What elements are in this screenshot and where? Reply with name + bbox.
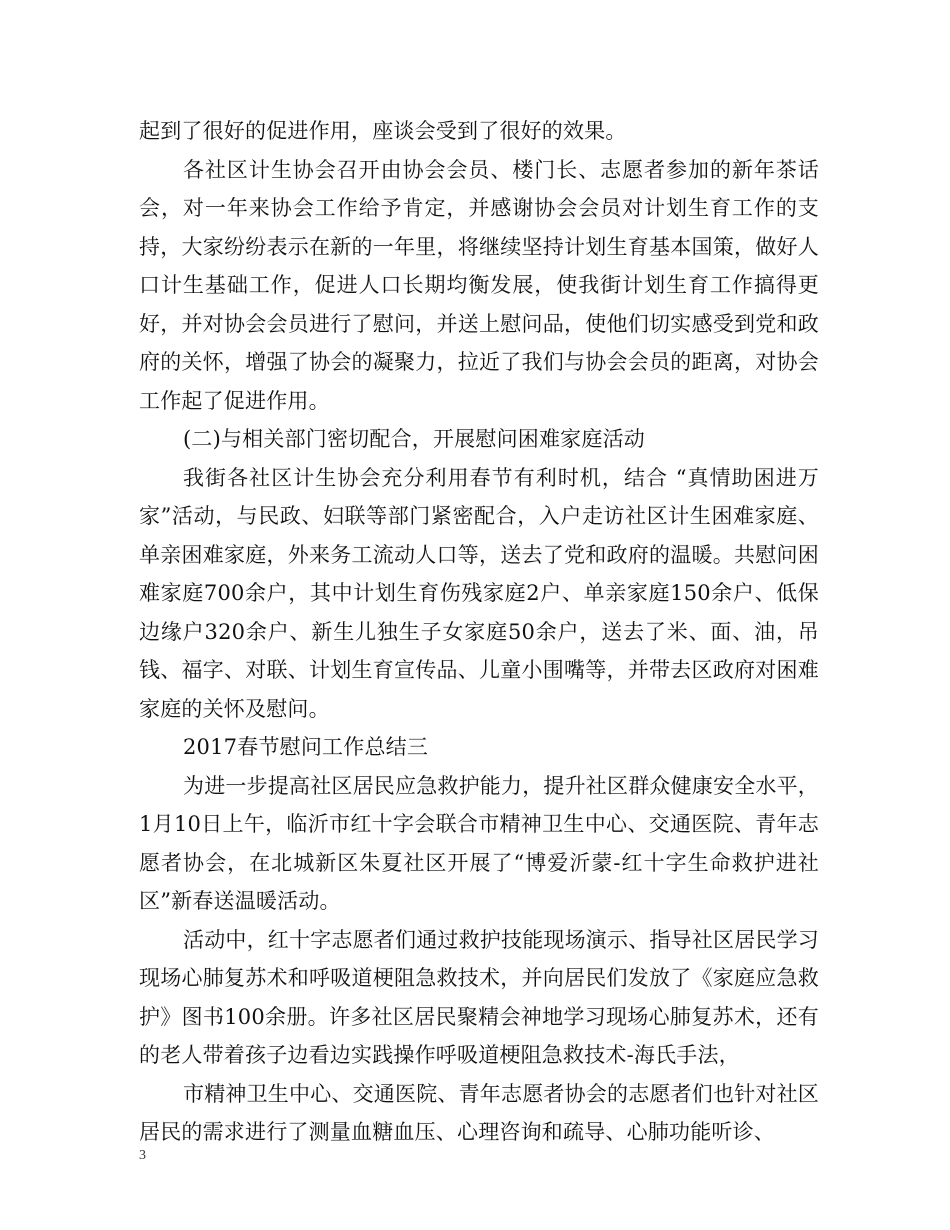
document-body <box>139 112 819 1152</box>
paragraph-5: 活动中，红十字志愿者们通过救护技能现场演示、指导社区居民学习现场心肺复苏术和呼吸道梗阻急救技术，并向居民们发放了《家庭应急救护》图书100余册。许多社区居民聚精会神地学习现场心肺复苏术，还有的老人带着孩子边看边实践操作呼吸道梗阻急救技术-海氏手法， <box>139 927 819 1067</box>
paragraph-6: 市精神卫生中心、交通医院、青年志愿者协会的志愿者们也针对社区居民的需求进行了测量血糖血压、心理咨询和疏导、心肺功能听诊、 <box>139 1081 819 1144</box>
paragraph-1: 起到了很好的促进作用，座谈会受到了很好的效果。 <box>139 119 627 143</box>
section-heading-summary-3: 2017春节慰问工作总结三 <box>183 735 429 759</box>
section-heading-2: (二)与相关部门密切配合，开展慰问困难家庭活动 <box>183 427 645 451</box>
paragraph-4: 为进一步提高社区居民应急救护能力，提升社区群众健康安全水平，1月10日上午，临沂市红十字会联合市精神卫生中心、交通医院、青年志愿者协会，在北城新区朱夏社区开展了“博爱沂蒙-红十字生命救护进社区”新春送温暖活动。 <box>139 773 819 913</box>
paragraph-3: 我街各社区计生协会充分利用春节有利时机，结合 “真情助困进万家”活动，与民政、妇联等部门紧密配合，入户走访社区计生困难家庭、单亲困难家庭，外来务工流动人口等，送去了党和政府的温暖。共慰问困难家庭700余户，其中计划生育伤残家庭2户、单亲家庭150余户、低保边缘户320余户、新生儿独生子女家庭50余户，送去了米、面、油，吊钱、福字、对联、计划生育宣传品、儿童小围嘴等，并带去区政府对困难家庭的关怀及慰问。 <box>139 465 819 721</box>
page-number: 3 <box>139 1148 146 1163</box>
paragraph-2: 各社区计生协会召开由协会会员、楼门长、志愿者参加的新年茶话会，对一年来协会工作给予肯定，并感谢协会会员对计划生育工作的支持，大家纷纷表示在新的一年里，将继续坚持计划生育基本国策，做好人口计生基础工作，促进人口长期均衡发展，使我街计划生育工作搞得更好，并对协会会员进行了慰问，并送上慰问品，使他们切实感受到党和政府的关怀，增强了协会的凝聚力，拉近了我们与协会会员的距离，对协会工作起了促进作用。 <box>139 157 819 413</box>
